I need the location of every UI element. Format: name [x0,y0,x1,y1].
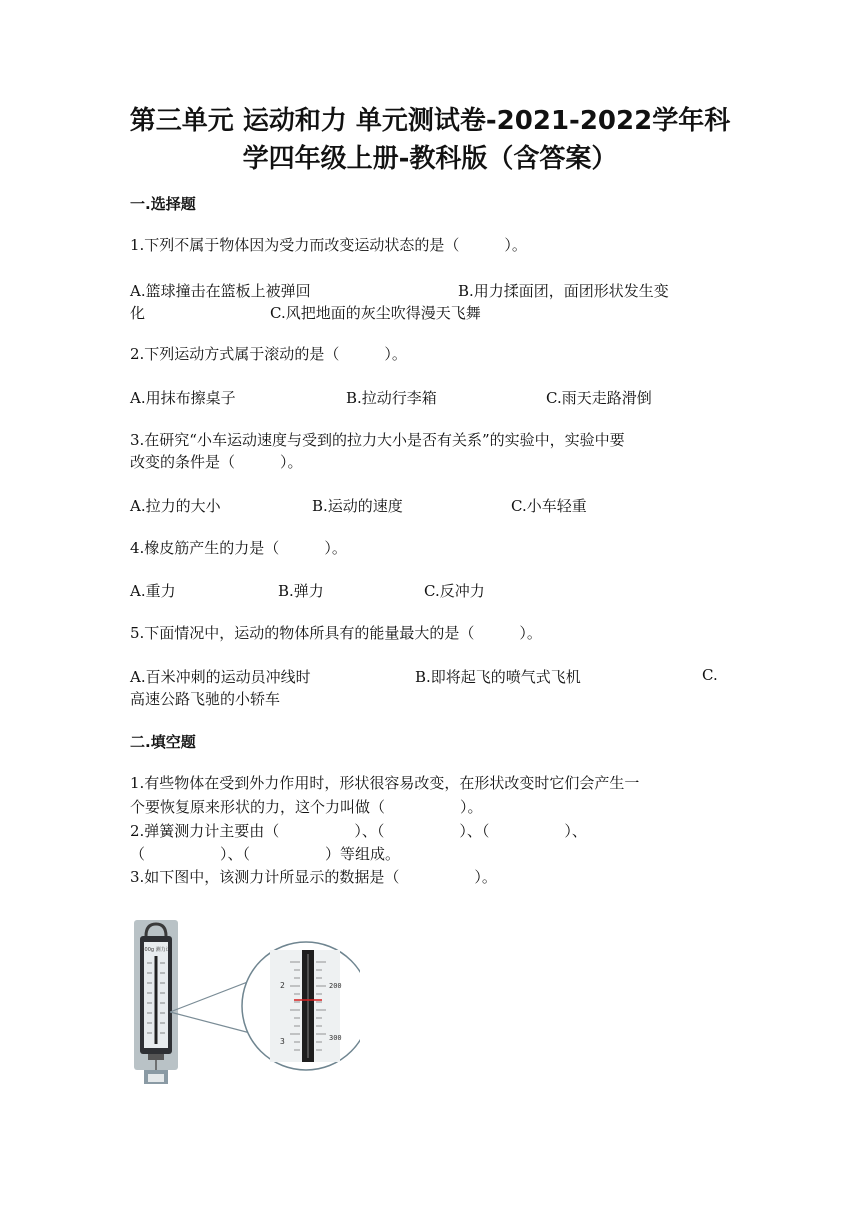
q2-option-c: C.雨天走路滑倒 [546,389,652,407]
q4-option-b: B.弹力 [278,582,324,600]
fill-line-2: 个要恢复原来形状的力，这个力叫做（ ）。 [130,798,483,816]
q2-option-b: B.拉动行李箱 [346,389,437,407]
spring-scale-illustration [134,920,178,1084]
q3-option-c: C.小车轻重 [511,497,587,515]
q5-option-c: C. [702,666,718,684]
q4-option-a: A.重力 [130,582,176,600]
section-heading-fill: 二.填空题 [130,733,196,751]
q3-stem-line-2: 改变的条件是（ ）。 [130,453,303,471]
q1-option-b: B.用力揉面团，面团形状发生变 [458,282,669,300]
fill-line-4: （ ）、（ ）等组成。 [130,845,401,863]
q3-option-a: A.拉力的大小 [130,497,221,515]
q3-stem-line-1: 3.在研究“小车运动速度与受到的拉力大小是否有关系”的实验中，实验中要 [130,431,625,449]
document-title [120,102,740,178]
magnified-scale [270,950,342,1062]
q5-option-a: A.百米冲刺的运动员冲线时 [130,668,311,686]
title-line-2: 学四年级上册-教科版（含答案） [242,144,618,174]
q3-option-b: B.运动的速度 [312,497,403,515]
title-line-1: 第三单元 运动和力 单元测试卷-2021-2022学年科 [129,106,731,136]
q5-option-c-wrap: 高速公路飞驰的小轿车 [130,690,281,708]
spring-scale-figure [130,918,360,1100]
fill-line-1: 1.有些物体在受到外力作用时，形状很容易改变，在形状改变时它们会产生一 [130,774,640,792]
q2-option-a: A.用抹布擦桌子 [130,389,236,407]
scale-label-left-3: 3 [280,1037,285,1046]
q1-option-b-wrap: 化 [130,304,146,322]
section-heading-choice: 一.选择题 [130,195,196,213]
q4-stem: 4.橡皮筋产生的力是（ ）。 [130,539,347,557]
scale-label-left-2: 2 [280,981,285,990]
q5-stem: 5.下面情况中，运动的物体所具有的能量最大的是（ ）。 [130,624,542,642]
fill-line-3: 2.弹簧测力计主要由（ ）、（ ）、（ ）、 [130,822,587,840]
q2-stem: 2.下列运动方式属于滚动的是（ ）。 [130,345,407,363]
fill-line-5: 3.如下图中，该测力计所显示的数据是（ ）。 [130,868,497,886]
q5-option-b: B.即将起飞的喷气式飞机 [415,668,581,686]
q4-option-c: C.反冲力 [424,582,485,600]
q1-option-a: A.篮球撞击在篮板上被弹回 [130,282,311,300]
scale-label-right-200: 200 [329,982,342,990]
q1-option-c: C.风把地面的灰尘吹得漫天飞舞 [270,304,481,322]
q1-stem: 1.下列不属于物体因为受力而改变运动状态的是（ ）。 [130,236,527,254]
device-label: 500g 测力计 [141,947,171,953]
scale-label-right-300: 300 [329,1034,342,1042]
